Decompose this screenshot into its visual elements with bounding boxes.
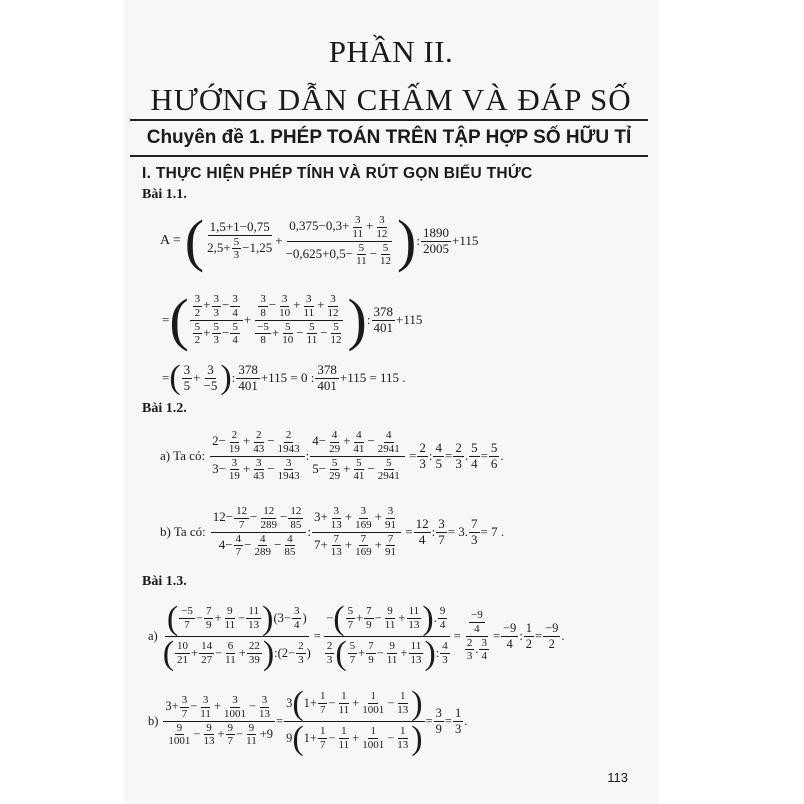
- subheading: I. THỰC HIỆN PHÉP TÍNH VÀ RÚT GỌN BIỂU THỨC: [142, 165, 533, 182]
- page-number: 113: [607, 770, 628, 785]
- section-title: HƯỚNG DẪN CHẤM VÀ ĐÁP SỐ: [150, 82, 632, 117]
- math-row-3: = ( $\frac{3}{5}$ + $\frac{3}{-5}$ ) : $\frac{378}{401}$ +115 = 0 : $\frac{378}{401}$ +115 = 115 .: [162, 359, 406, 396]
- A-label: A =: [160, 233, 181, 248]
- fraction-denominator: 2005: [422, 240, 449, 256]
- problem-label: Bài 1.1.: [142, 187, 187, 202]
- math-row-1-3a: a) ( $\frac{-5}{7}$ − $\frac{7}{9}$ + $\frac{9}{11}$ − $\frac{11}{13}$ )(3− $\frac{3}{4}$ ) ( $\frac{10}{21}$ + $\frac{14}{27}$ − $\frac{6}{11}$ + $\frac{22}{39}$ ):(2− $\frac{2}{3}$ ) = −( $\frac{5}{7}$ + $\frac{7}{9}$ − $\frac{9}{11}$ + $\frac{11}{13}$ ). $\frac{9}{4}$ $\frac{2}{3}$ ( $\frac{5}{7}$ + $\frac{7}{9}$ − $\frac{9}{11}$ + $\frac{11}{13}$ ): $\frac{4}{3}$ = $\frac{-9}{4}$ $\frac{2}{3}$ . $\frac{3}{4}$ = $\frac{-9}{4}$ : $\frac{1}{2}$ = $\frac{-9}{2}$ .: [148, 599, 565, 672]
- part-title: PHẦN II.: [328, 34, 454, 69]
- fraction-denominator: 401: [373, 319, 393, 335]
- part-a-prefix: a) Ta có:: [160, 448, 206, 463]
- addend: +115: [451, 233, 479, 248]
- part-b-prefix: b): [148, 713, 159, 728]
- addend: +115: [396, 312, 423, 327]
- book-page: [124, 0, 658, 804]
- part-a-prefix: a): [148, 628, 158, 643]
- result-text: +115 = 115 .: [339, 370, 406, 385]
- problem-label: Bài 1.3.: [142, 574, 187, 589]
- math-row-1: A = ( 1,5+1−0,75 2,5+ $\frac{5}{3}$ −1,25 + 0,375−0,3+ $\frac{3}{11}$ + $\frac{3}{12}$ −0,625+0,5− $\frac{5}{11}$ − $\frac{5}{12}$ ) : $\frac{1890}{2005}$ +115: [160, 208, 479, 273]
- fraction-numerator: 378: [373, 303, 393, 319]
- part-b-prefix: b) Ta có:: [160, 524, 206, 539]
- problem-label: Bài 1.2.: [142, 401, 187, 416]
- math-row-1-2b: b) Ta có: 12− $\frac{12}{7}$ − $\frac{12}{289}$ − $\frac{12}{85}$ 4− $\frac{4}{7}$ − $\frac{4}{289}$ − $\frac{4}{85}$ : 3+ $\frac{3}{13}$ + $\frac{3}{169}$ + $\frac{3}{91}$ 7+ $\frac{7}{13}$ + $\frac{7}{169}$ + $\frac{7}{91}$ = $\frac{12}{4}$ : $\frac{3}{7}$ = 3. $\frac{7}{3}$ = 7 .: [160, 505, 505, 559]
- math-row-1-3b: b) 3+ $\frac{3}{7}$ − $\frac{3}{11}$ + $\frac{3}{1001}$ − $\frac{3}{13}$ $\frac{9}{1001}$ − $\frac{9}{13}$ + $\frac{9}{7}$ − $\frac{9}{11}$ +9 = 3(1+ $\frac{1}{7}$ − $\frac{1}{11}$ + $\frac{1}{1001}$ − $\frac{1}{13}$ ) 9(1+ $\frac{1}{7}$ − $\frac{1}{11}$ + $\frac{1}{1001}$ − $\frac{1}{13}$ ) = $\frac{3}{9}$ = $\frac{1}{3}$ .: [148, 684, 468, 757]
- math-row-1-2a: a) Ta có: 2− $\frac{2}{19}$ + $\frac{2}{43}$ − $\frac{2}{1943}$ 3− $\frac{3}{19}$ + $\frac{3}{43}$ − $\frac{3}{1943}$ : 4− $\frac{4}{29}$ + $\frac{4}{41}$ − $\frac{4}{2941}$ 5− $\frac{5}{29}$ + $\frac{5}{41}$ − $\frac{5}{2941}$ = $\frac{2}{3}$ : $\frac{4}{5}$ = $\frac{2}{3}$ . $\frac{5}{4}$ = $\frac{5}{6}$ .: [160, 429, 504, 483]
- topic-title: Chuyên đề 1. PHÉP TOÁN TRÊN TẬP HỢP SỐ HỮU TỈ: [130, 119, 648, 157]
- math-row-2: = ( $\frac{3}{2}$ + $\frac{3}{3}$ − $\frac{3}{4}$ $\frac{5}{2}$ + $\frac{5}{3}$ − $\frac{5}{4}$ + $\frac{3}{8}$ − $\frac{3}{10}$ + $\frac{3}{11}$ + $\frac{3}{12}$ $\frac{-5}{8}$ + $\frac{5}{10}$ − $\frac{5}{11}$ − $\frac{5}{12}$ ) : $\frac{378}{401}$ +115: [162, 287, 423, 352]
- fraction-numerator: 1890: [422, 224, 449, 240]
